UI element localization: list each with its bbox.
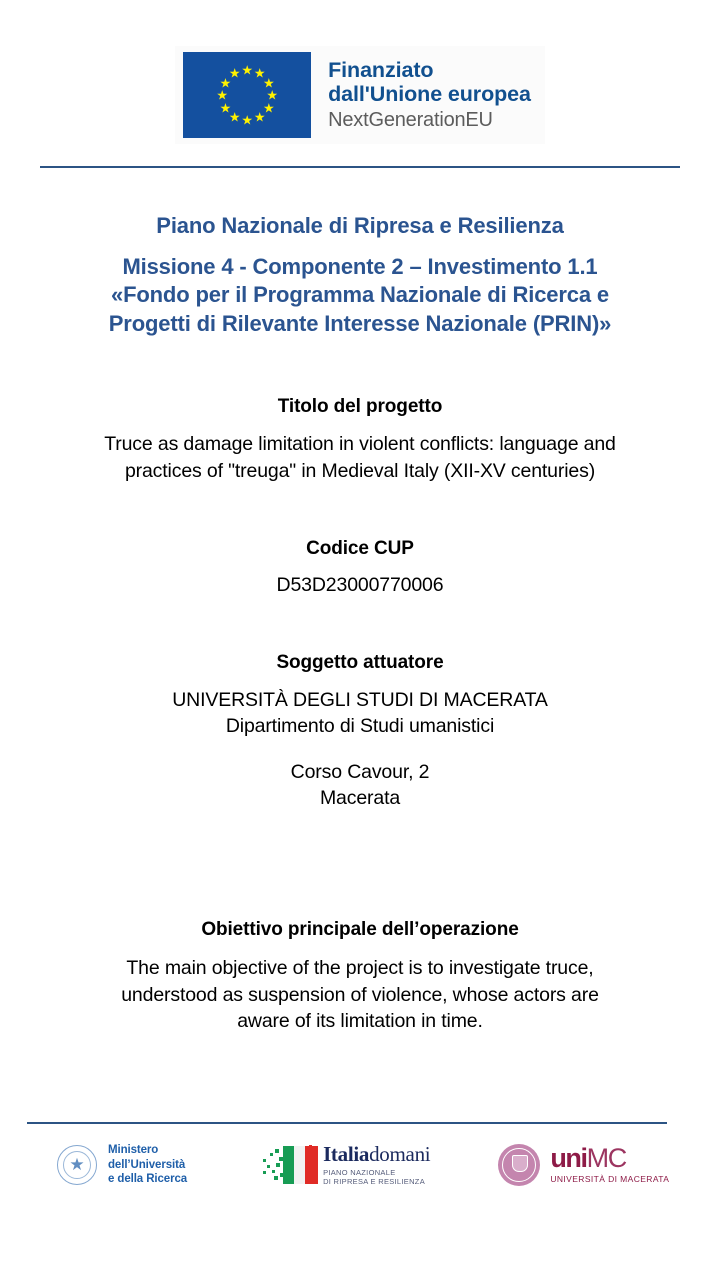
objective-block	[44, 919, 676, 1034]
unimc-wordmark	[550, 1143, 670, 1184]
project-title-heading: Titolo del progetto	[277, 396, 443, 418]
italiadomani-sub-line-2: DI RIPRESA E RESILIENZA	[323, 1177, 425, 1186]
eu-funding-logo	[175, 46, 545, 144]
eu-funding-line1: Finanziato	[328, 58, 434, 83]
unimc-subtitle: UNIVERSITÀ DI MACERATA	[550, 1173, 670, 1184]
unimc-seal-icon	[498, 1144, 540, 1186]
cup-heading: Codice CUP	[306, 538, 414, 559]
eu-star-icon: ★	[253, 65, 266, 81]
objective-line-2: understood as suspension of violence, whose actors are	[121, 983, 599, 1006]
implementing-body-address	[44, 760, 676, 811]
fund-line-1: «Fondo per il Programma Nazionale di Ricerca e	[110, 282, 610, 308]
footer-divider	[27, 1122, 667, 1124]
flag-pixel	[280, 1173, 284, 1177]
implementing-body-organization: UNIVERSITÀ DEGLI STUDI DI MACERATA	[172, 689, 548, 712]
flag-pixel	[270, 1153, 273, 1156]
cup-block	[44, 538, 676, 598]
poster-content	[0, 212, 720, 1034]
eu-funding-text	[328, 58, 531, 132]
implementing-body-city: Macerata	[319, 786, 401, 809]
flag-pixel	[275, 1149, 279, 1153]
flag-pixel	[263, 1171, 266, 1174]
flag-pixel	[272, 1170, 275, 1173]
eu-funding-line2: dall'Unione europea	[328, 82, 531, 107]
objective-text	[44, 955, 676, 1034]
project-title-line-2: practices of "treuga" in Medieval Italy (XII-XV centuries)	[124, 459, 596, 482]
flag-pixel	[306, 1157, 309, 1160]
european-union-flag-icon	[183, 52, 311, 138]
eu-star-icon: ★	[253, 109, 266, 125]
emblem-star-icon: ★	[69, 1155, 85, 1174]
eu-star-icon: ★	[219, 75, 232, 90]
italiadomani-logo	[263, 1143, 430, 1187]
plan-title: Piano Nazionale di Ripresa e Resilienza	[156, 213, 564, 238]
flag-pixel	[313, 1174, 316, 1177]
implementing-body-street: Corso Cavour, 2	[290, 760, 430, 783]
flag-pixel	[306, 1181, 309, 1184]
eu-funding-header	[0, 0, 720, 144]
flag-pixel	[309, 1145, 312, 1148]
italiadomani-name-bold: Italia	[323, 1141, 370, 1166]
objective-heading: Obiettivo principale dell’operazione	[201, 919, 519, 941]
italiadomani-name-rest: domani	[369, 1141, 431, 1166]
ministry-line-2: dell’Università	[108, 1158, 186, 1171]
flag-band-white	[294, 1146, 305, 1184]
mission-line: Missione 4 - Componente 2 – Investimento 1.1	[122, 253, 598, 279]
eu-star-icon: ★	[241, 112, 253, 128]
unimc-name-light: MC	[586, 1143, 626, 1174]
implementing-body-block	[44, 652, 676, 811]
ministry-logo	[55, 1143, 187, 1187]
flag-pixel	[276, 1163, 280, 1167]
ministry-logo-text	[108, 1143, 187, 1186]
eu-star-icon: ★	[266, 87, 278, 103]
flag-pixel	[311, 1155, 314, 1158]
flag-pixel	[274, 1176, 278, 1180]
footer-logo-bar	[0, 1143, 720, 1187]
flag-pixel	[263, 1159, 266, 1162]
italiadomani-sub-line-1: PIANO NAZIONALE	[323, 1167, 396, 1177]
eu-star-icon: ★	[241, 62, 253, 78]
project-title-line-1: Truce as damage limitation in violent conflicts: language and	[104, 433, 616, 456]
unimc-name	[550, 1143, 669, 1174]
cup-value: D53D23000770006	[276, 574, 444, 596]
implementing-body-heading: Soggetto attuatore	[276, 652, 444, 674]
unimc-logo	[498, 1144, 669, 1186]
italiadomani-subtitle	[323, 1168, 430, 1186]
italiadomani-name	[323, 1141, 431, 1166]
eu-star-icon: ★	[216, 87, 228, 103]
eu-star-icon: ★	[262, 75, 275, 90]
flag-pixel	[313, 1149, 316, 1152]
project-title-value	[44, 431, 676, 484]
unimc-name-bold: uni	[550, 1143, 587, 1174]
ministry-line-3: e della Ricerca	[108, 1173, 188, 1186]
flag-pixel	[279, 1157, 283, 1161]
fund-line-2: Progetti di Rilevante Interesse Nazionale (PRIN)»	[108, 310, 612, 336]
eu-star-icon: ★	[262, 100, 275, 115]
flag-pixel	[310, 1178, 313, 1181]
project-title-block	[44, 396, 676, 484]
header-divider	[40, 166, 680, 168]
flag-band-green	[283, 1146, 294, 1184]
eu-star-icon: ★	[219, 100, 232, 115]
italian-flag-pixel-icon	[263, 1143, 319, 1187]
unimc-seal-shield	[512, 1155, 528, 1172]
implementing-body-organization-group	[44, 688, 676, 739]
implementing-body-department: Dipartimento di Studi umanistici	[225, 715, 495, 738]
italian-republic-emblem-icon	[55, 1143, 99, 1187]
italiadomani-wordmark	[323, 1141, 431, 1186]
flag-pixel	[307, 1151, 310, 1154]
program-details	[44, 253, 676, 339]
eu-funding-line3: NextGenerationEU	[328, 109, 493, 132]
flag-pixel	[267, 1165, 270, 1168]
objective-line-3: aware of its limitation in time.	[237, 1009, 483, 1032]
objective-line-1: The main objective of the project is to investigate truce,	[126, 957, 594, 980]
ministry-line-1: Ministero	[108, 1144, 159, 1157]
eu-star-icon: ★	[228, 109, 241, 125]
eu-star-icon: ★	[228, 65, 241, 81]
